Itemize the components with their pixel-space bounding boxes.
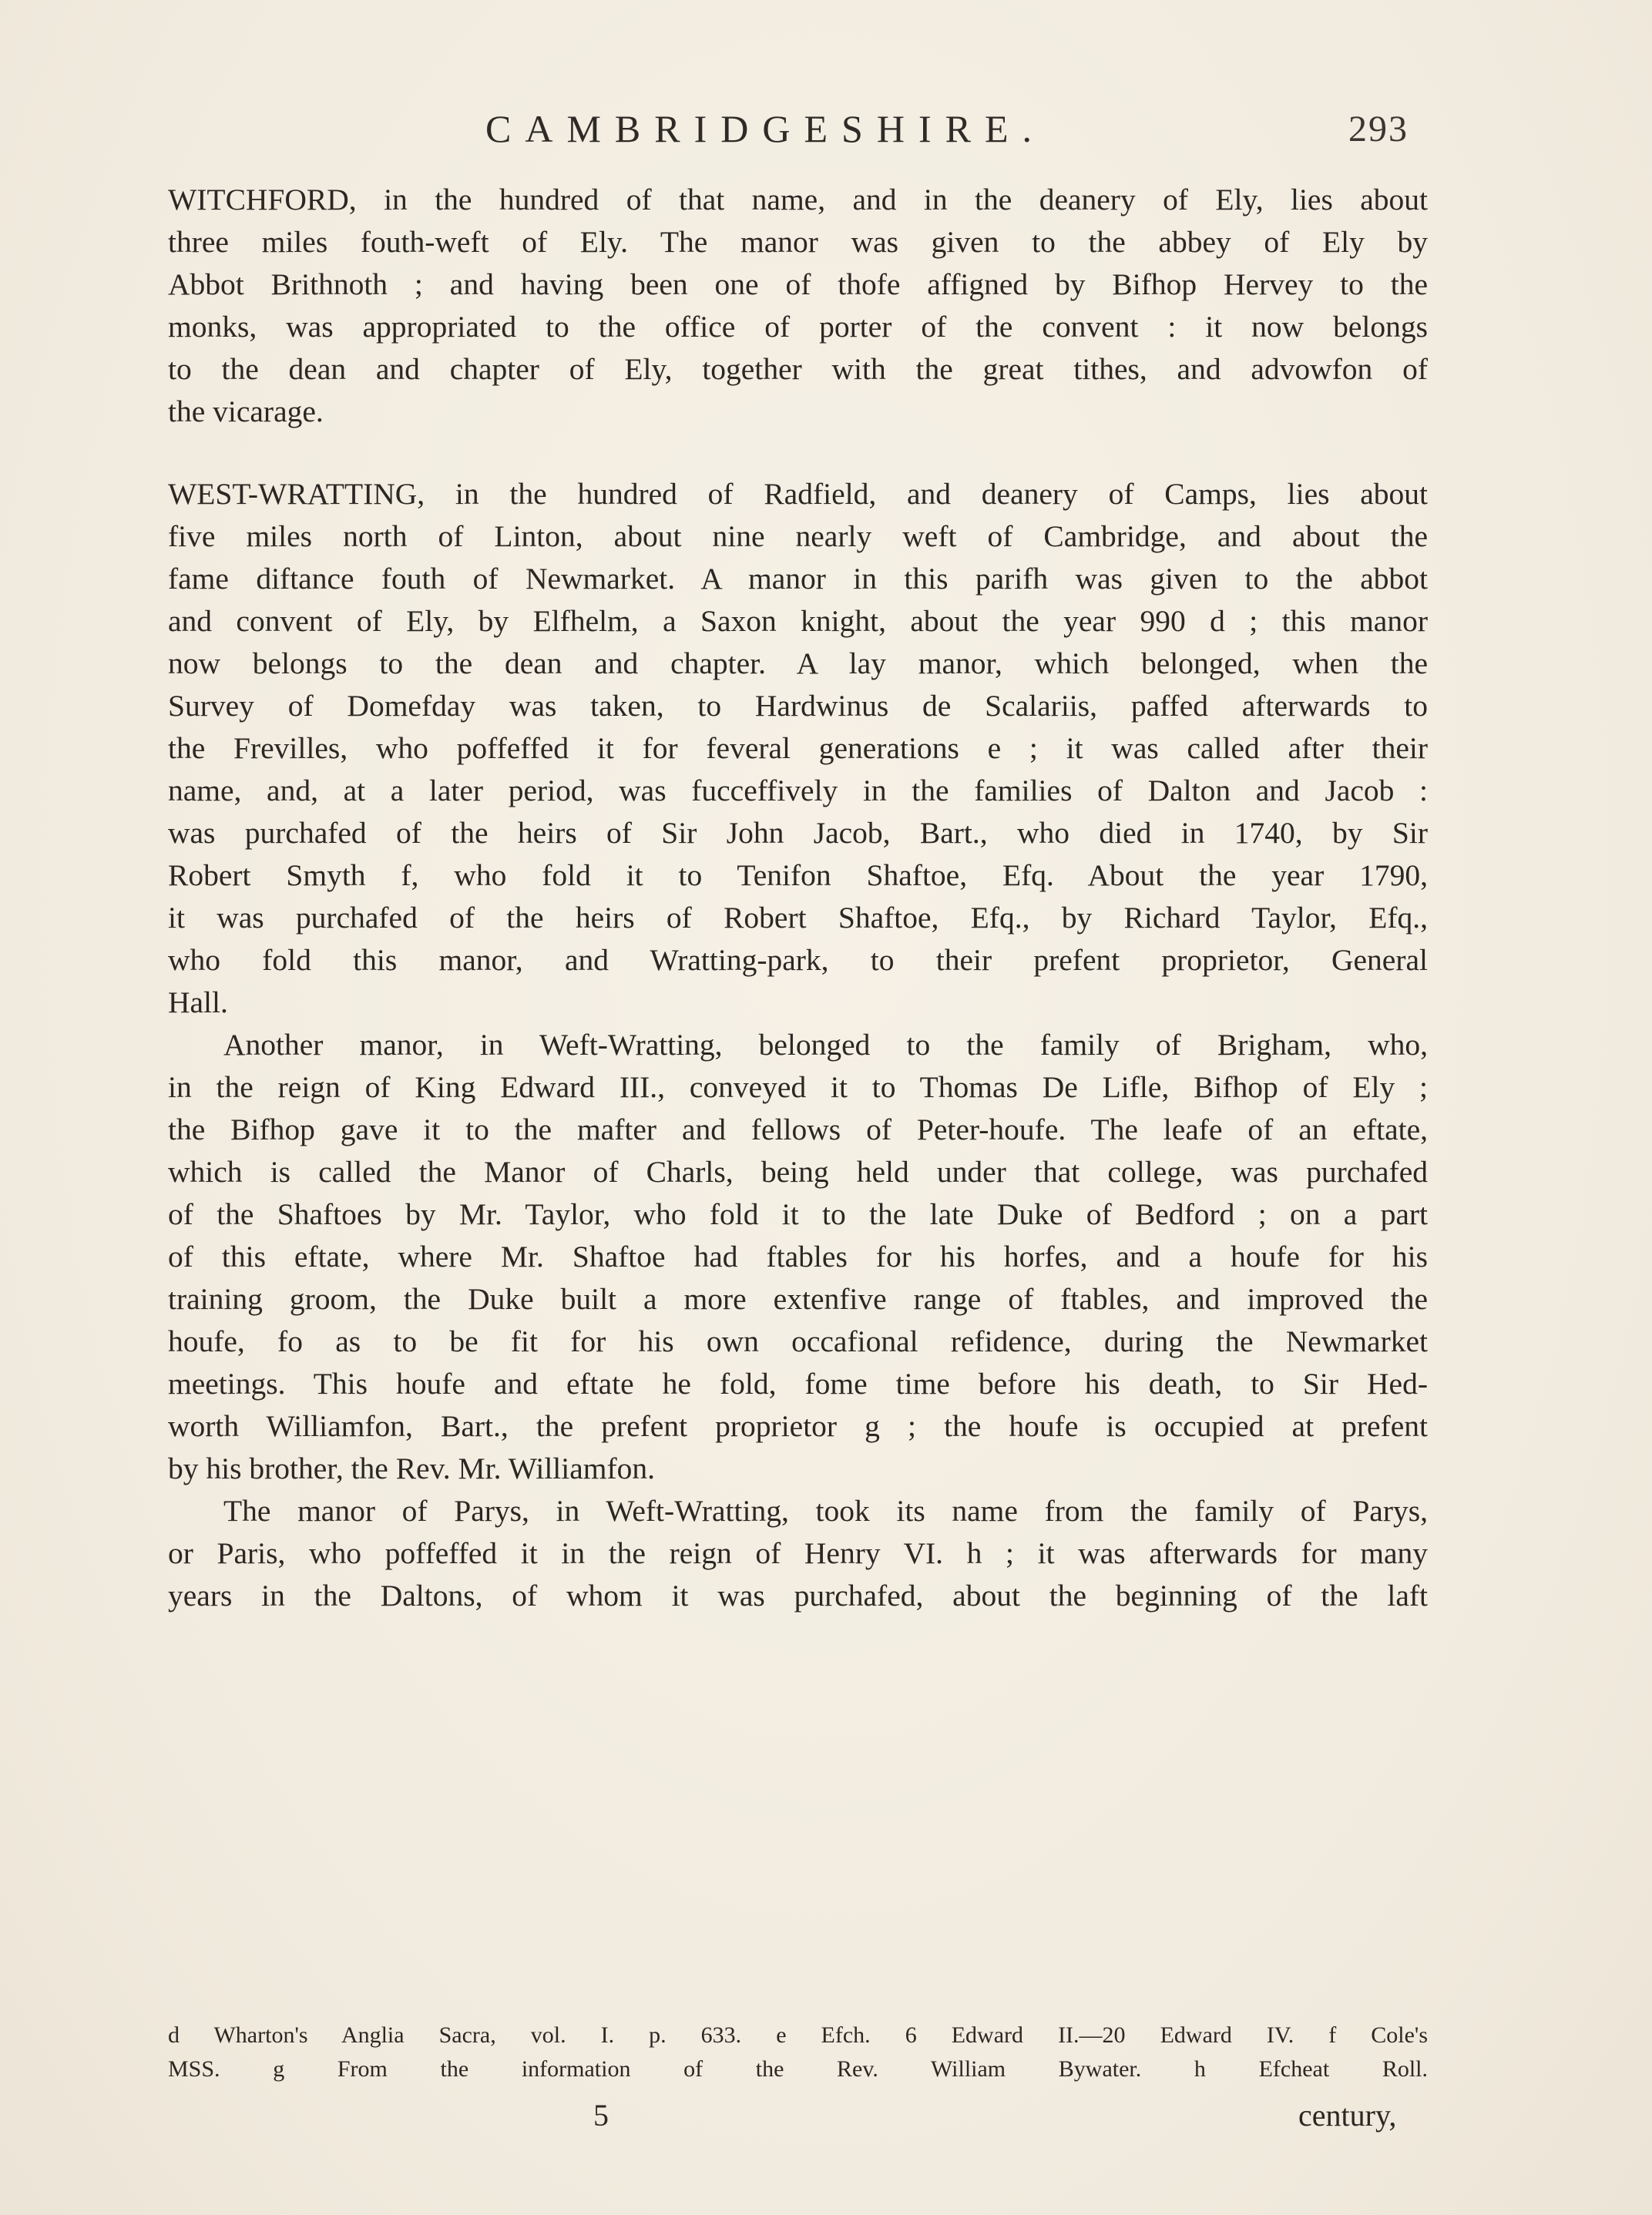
text-line: to the dean and chapter of Ely, together with the great tithes, and advowfon of: [168, 352, 1428, 386]
page-header: [0, 106, 1652, 160]
text-line: or Paris, who poffeffed it in the reign of Henry VI. h ; it was afterwards for many: [168, 1536, 1428, 1570]
text-line: the Frevilles, who poffeffed it for feveral generations e ; it was called after their: [168, 731, 1428, 765]
paragraph-another-manor: [168, 1024, 1428, 1490]
running-head: CAMBRIDGESHIRE.: [485, 107, 1046, 150]
text-line: monks, was appropriated to the office of porter of the convent : it now belongs: [168, 310, 1428, 344]
footnote-line: d Wharton's Anglia Sacra, vol. I. p. 633. e Efch. 6 Edward II.—20 Edward IV. f Cole's: [168, 2022, 1428, 2048]
text-line: in the reign of King Edward III., conveyed it to Thomas De Lifle, Bifhop of Ely ;: [168, 1070, 1428, 1104]
text-line: of the Shaftoes by Mr. Taylor, who fold it to the late Duke of Bedford ; on a part: [168, 1197, 1428, 1231]
text-line: Hall.: [168, 985, 228, 1019]
text-line: houfe, fo as to be fit for his own occafional refidence, during the Newmarket: [168, 1324, 1428, 1358]
text-line: was purchafed of the heirs of Sir John Jacob, Bart., who died in 1740, by Sir: [168, 816, 1428, 850]
text-line: name, and, at a later period, was fucceffively in the families of Dalton and Jacob :: [168, 774, 1428, 807]
footnotes: [168, 2019, 1428, 2086]
text-line: three miles fouth-weft of Ely. The manor was given to the abbey of Ely by: [168, 225, 1428, 259]
page-footer: [0, 2097, 1652, 2143]
body-text: [168, 179, 1428, 1617]
text-line: Another manor, in Weft-Wratting, belonged to the family of Brigham, who,: [223, 1028, 1428, 1062]
text-line: training groom, the Duke built a more extenfive range of ftables, and improved the: [168, 1282, 1428, 1316]
text-line: Abbot Brithnoth ; and having been one of thofe affigned by Bifhop Hervey to the: [168, 267, 1428, 301]
text-line: and convent of Ely, by Elfhelm, a Saxon knight, about the year 990 d ; this manor: [168, 604, 1428, 638]
paragraph-parys: [168, 1490, 1428, 1617]
text-line: it was purchafed of the heirs of Robert Shaftoe, Efq., by Richard Taylor, Efq.,: [168, 901, 1428, 935]
footnote-line: MSS. g From the information of the Rev. William Bywater. h Efcheat Roll.: [168, 2056, 1428, 2082]
text-line: Survey of Domefday was taken, to Hardwinus de Scalariis, paffed afterwards to: [168, 689, 1428, 723]
text-line: of this eftate, where Mr. Shaftoe had ftables for his horfes, and a houfe for his: [168, 1240, 1428, 1274]
paragraph-gap: [168, 433, 1428, 473]
text-line: WITCHFORD, in the hundred of that name, and in the deanery of Ely, lies about: [168, 183, 1428, 216]
text-line: which is called the Manor of Charls, being held under that college, was purchafed: [168, 1155, 1428, 1189]
text-line: who fold this manor, and Wratting-park, to their prefent proprietor, General: [168, 943, 1428, 977]
text-line: meetings. This houfe and eftate he fold, fome time before his death, to Sir Hed-: [168, 1367, 1428, 1401]
paragraph-west-wratting: [168, 473, 1428, 1024]
signature-mark: 5: [593, 2098, 609, 2133]
page-number: 293: [1348, 109, 1409, 149]
text-line: by his brother, the Rev. Mr. Williamfon.: [168, 1451, 656, 1485]
text-line: now belongs to the dean and chapter. A lay manor, which belonged, when the: [168, 646, 1428, 680]
text-line: The manor of Parys, in Weft-Wratting, took its name from the family of Parys,: [223, 1494, 1428, 1528]
text-line: the vicarage.: [168, 394, 324, 428]
text-line: the Bifhop gave it to the mafter and fellows of Peter-houfe. The leafe of an eftate,: [168, 1113, 1428, 1146]
text-line: fame diftance fouth of Newmarket. A manor in this parifh was given to the abbot: [168, 562, 1428, 596]
text-line: worth Williamfon, Bart., the prefent proprietor g ; the houfe is occupied at prefent: [168, 1409, 1428, 1443]
text-line: five miles north of Linton, about nine nearly weft of Cambridge, and about the: [168, 519, 1428, 553]
text-line: WEST-WRATTING, in the hundred of Radfield, and deanery of Camps, lies about: [168, 477, 1428, 511]
text-line: Robert Smyth f, who fold it to Tenifon Shaftoe, Efq. About the year 1790,: [168, 858, 1428, 892]
text-line: years in the Daltons, of whom it was purchafed, about the beginning of the laft: [168, 1579, 1428, 1613]
paragraph-witchford: [168, 179, 1428, 433]
catchword: century,: [1298, 2098, 1397, 2133]
